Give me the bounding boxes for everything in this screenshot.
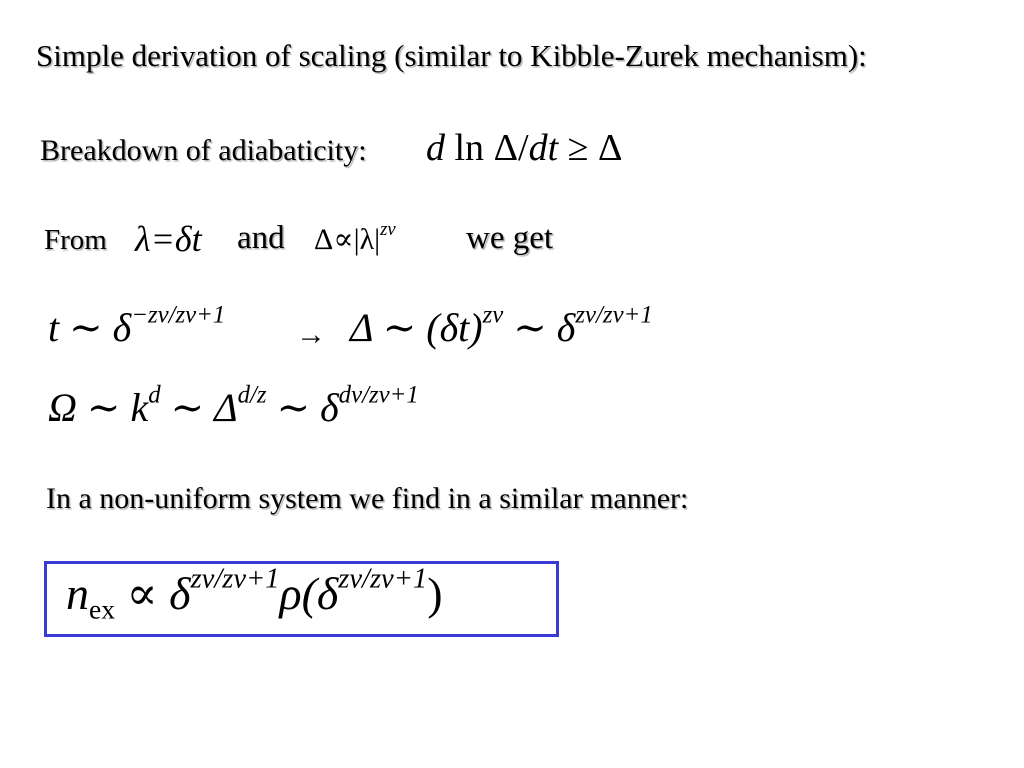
omega-part1: Ω ∼ k <box>48 385 149 430</box>
and-word: and <box>237 220 285 256</box>
adiab-d: d <box>426 127 445 169</box>
result-prop: ∝ δ <box>115 568 191 619</box>
arrow-right-icon: → <box>296 318 326 351</box>
gap-part2: ∼ δ <box>503 305 576 350</box>
adiab-slash: / <box>518 127 529 169</box>
omega-part2: ∼ Δ <box>160 385 238 430</box>
omega-exp2: d/z <box>237 381 267 409</box>
adiabaticity-formula <box>426 126 622 170</box>
gap-scaling-equation <box>350 301 653 351</box>
nonuniform-sentence: In a non-uniform system we find in a similar manner: <box>46 482 689 515</box>
adiab-dt: dt <box>528 127 559 169</box>
result-rho: ρ(δ <box>279 568 339 619</box>
result-n: n <box>66 568 89 619</box>
adiabaticity-label: Breakdown of adiabaticity: <box>40 134 367 167</box>
slide-title: Simple derivation of scaling (similar to Kibble-Zurek mechanism): <box>36 38 867 73</box>
from-word: From <box>44 224 107 256</box>
omega-scaling-equation <box>48 381 419 431</box>
we-get-word: we get <box>466 220 554 256</box>
adiab-geq: ≥ <box>567 127 589 169</box>
gap-exp2: zν/zν+1 <box>575 301 653 329</box>
gap-prop-exponent: zν <box>380 219 396 241</box>
time-lhs: t ∼ δ <box>48 305 132 350</box>
result-exp1: zν/zν+1 <box>190 563 280 595</box>
lambda-equals-delta-t: λ=δt <box>135 219 202 259</box>
gap-exp1: zν <box>482 301 504 329</box>
adiab-delta2: Δ <box>597 127 623 169</box>
adiab-ln: ln <box>454 127 485 169</box>
gap-proportional-formula <box>314 219 396 257</box>
result-close: ) <box>427 568 443 619</box>
result-formula <box>66 563 443 625</box>
gap-prop-base: Δ∝|λ| <box>314 223 381 256</box>
result-exp2: zν/zν+1 <box>338 563 428 595</box>
time-exponent: −zν/zν+1 <box>131 301 226 329</box>
adiab-delta: Δ <box>493 127 518 169</box>
omega-part3: ∼ δ <box>266 385 339 430</box>
gap-part1: Δ ∼ (δt) <box>350 305 483 350</box>
omega-exp1: d <box>148 381 161 409</box>
time-scaling-equation <box>48 301 226 351</box>
omega-exp3: dν/zν+1 <box>338 381 419 409</box>
result-sub: ex <box>89 593 116 625</box>
